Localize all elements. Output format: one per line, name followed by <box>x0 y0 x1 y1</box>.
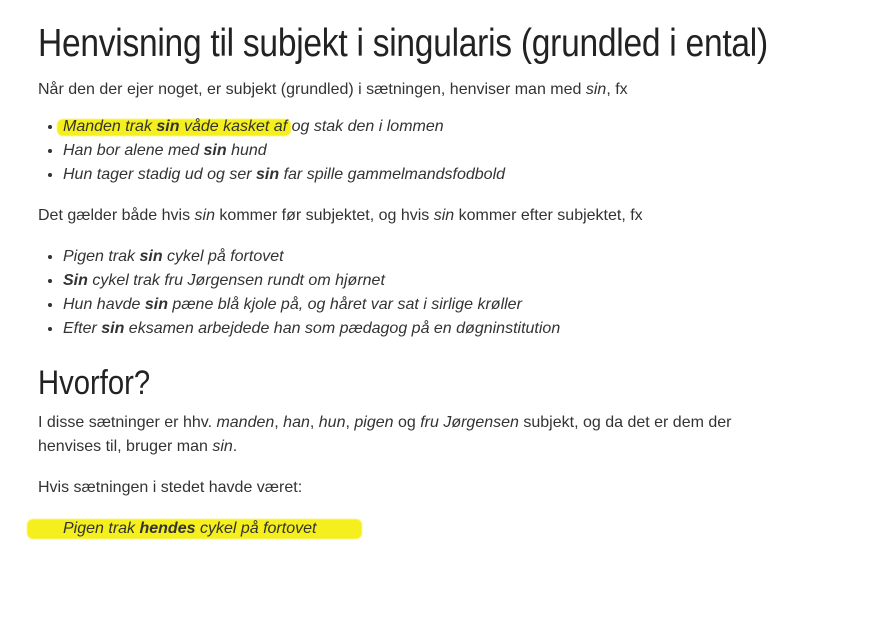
list-item <box>63 115 798 139</box>
list-item: • Efter sin eksamen arbejdede han som pædagog på en døgninstitution <box>63 317 798 341</box>
page-title: Henvisning til subjekt i singularis (grundled i ental) <box>38 22 768 65</box>
example-pre: Hun tager stadig ud og ser <box>63 166 257 183</box>
example-post: våde kasket af og stak den i lommen <box>179 118 444 135</box>
example-list-3 <box>38 517 798 541</box>
example-post: hund <box>226 142 267 159</box>
list-item: • Sin cykel trak fru Jørgensen rundt om hjørnet <box>63 269 798 293</box>
highlighted-example <box>63 118 444 135</box>
intro-suffix: , fx <box>606 81 628 98</box>
list-item: • Hun havde sin pæne blå kjole på, og håret var sat i sirlige krøller <box>63 293 798 317</box>
paragraph-4: Hvis sætningen i stedet havde været: <box>38 479 303 496</box>
example-list-1 <box>38 115 798 187</box>
example-list-2 <box>38 245 798 341</box>
example-pre: Han bor alene med <box>63 142 204 159</box>
list-item <box>63 163 798 187</box>
list-item <box>63 139 798 163</box>
list-item: • Pigen trak sin cykel på fortovet <box>63 245 798 269</box>
example-bold: sin <box>156 118 180 135</box>
intro-paragraph <box>38 78 798 102</box>
example-bold: sin <box>256 166 280 183</box>
paragraph-2: Det gælder både hvis sin kommer før subjektet, og hvis sin kommer efter subjektet, fx <box>38 207 643 224</box>
example-pre: Manden trak <box>63 118 157 135</box>
intro-text: Når den der ejer noget, er subjekt (grundled) i sætningen, henviser man med <box>38 81 586 98</box>
paragraph-3: I disse sætninger er hhv. manden, han, hun, pigen og fru Jørgensen subjekt, og da det er dem der henvises til, bruger man sin. <box>38 414 732 455</box>
section-heading: Hvorfor? <box>38 364 151 402</box>
example-post: far spille gammelmandsfodbold <box>279 166 506 183</box>
article-content <box>38 0 798 541</box>
list-item: • Pigen trak hendes cykel på fortovet <box>63 517 798 541</box>
intro-sin: sin <box>585 81 607 98</box>
example-bold: sin <box>203 142 227 159</box>
